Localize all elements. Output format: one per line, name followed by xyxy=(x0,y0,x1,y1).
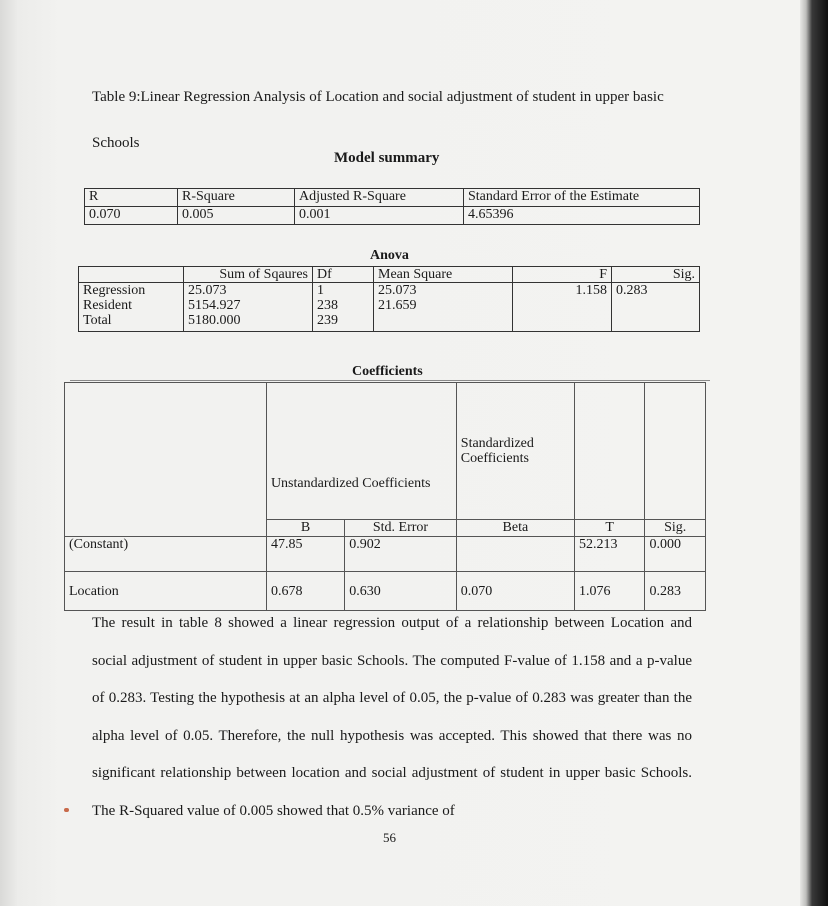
table-cell: 0.630 xyxy=(345,572,457,611)
table-cell: 47.85 xyxy=(266,537,344,572)
table-cell: 0.000 xyxy=(645,537,706,572)
table-cell: 0.283 xyxy=(612,283,700,299)
header-cell: Sig. xyxy=(645,520,706,537)
table-cell xyxy=(612,313,700,332)
table-row xyxy=(85,207,700,225)
header-cell: R-Square xyxy=(178,189,295,207)
table-cell: 0.070 xyxy=(456,572,574,611)
table-cell: 0.678 xyxy=(266,572,344,611)
margin-mark xyxy=(64,808,69,812)
table-cell: 0.070 xyxy=(85,207,178,225)
table-cell: 5154.927 xyxy=(184,298,313,313)
header-cell: Beta xyxy=(456,520,574,537)
table-row xyxy=(79,283,700,299)
table-cell xyxy=(612,298,700,313)
table-cell: 0.001 xyxy=(295,207,464,225)
anova-title: Anova xyxy=(370,248,409,263)
header-cell: Adjusted R-Square xyxy=(295,189,464,207)
header-cell: Df xyxy=(313,267,374,283)
coefficients-title: Coefficients xyxy=(352,364,423,379)
row-label: (Constant) xyxy=(65,537,267,572)
header-cell: Std. Error xyxy=(345,520,457,537)
row-label: Regression xyxy=(83,283,146,298)
standardized-label: Standardized Coefficients xyxy=(456,383,574,520)
table-cell: 21.659 xyxy=(374,298,513,313)
table-cell: 238 xyxy=(313,298,374,313)
book-spine xyxy=(800,0,828,906)
coefficients-table xyxy=(64,382,706,611)
table-cell: 1.076 xyxy=(574,572,644,611)
header-cell: F xyxy=(513,267,612,283)
table-cell xyxy=(65,383,267,537)
row-label: Total xyxy=(83,313,112,328)
model-summary-title: Model summary xyxy=(334,150,440,166)
table-row xyxy=(79,298,700,313)
header-cell: Sig. xyxy=(612,267,700,283)
table-cell: 1 xyxy=(313,283,374,299)
row-label: Resident xyxy=(83,298,132,313)
table-cell: 25.073 xyxy=(184,283,313,299)
table-cell xyxy=(513,313,612,332)
table-cell xyxy=(574,383,644,520)
table-cell xyxy=(645,383,706,520)
table-row xyxy=(85,189,700,207)
row-label: Location xyxy=(65,572,267,611)
model-summary-table xyxy=(84,188,700,225)
page-number: 56 xyxy=(383,830,396,845)
table-cell xyxy=(513,298,612,313)
header-cell: Sum of Sqaures xyxy=(184,267,313,283)
header-cell: Mean Square xyxy=(374,267,513,283)
divider xyxy=(70,380,710,381)
table-row xyxy=(65,383,706,520)
header-cell: B xyxy=(266,520,344,537)
body-paragraph: The result in table 8 showed a linear regression output of a relationship between Location and social adjustment of student in upper basic Schools. The computed F-value of 1.158 and a p-value of 0.283. Testing the hypothesis at an alpha level of 0.05, the p-value of 0.283 was greater than the alpha level of 0.05. Therefore, the null hypothesis was accepted. This showed that there was no significant relationship between location and social adjustment of student in upper basic Schools. The R-Squared value of 0.005 showed that 0.5% variance of xyxy=(92,615,692,819)
header-cell: Standard Error of the Estimate xyxy=(464,189,700,207)
table-cell xyxy=(456,537,574,572)
table-cell: 0.902 xyxy=(345,537,457,572)
table-cell: 4.65396 xyxy=(464,207,700,225)
table-row xyxy=(79,267,700,283)
table-cell: 25.073 xyxy=(374,283,513,299)
header-cell: T xyxy=(574,520,644,537)
table-cell: 0.005 xyxy=(178,207,295,225)
header-cell: R xyxy=(85,189,178,207)
table-cell: 0.283 xyxy=(645,572,706,611)
table-cell xyxy=(374,313,513,332)
table-cell: 52.213 xyxy=(574,537,644,572)
table-row xyxy=(65,537,706,572)
table-cell: 1.158 xyxy=(513,283,612,299)
table-cell: 5180.000 xyxy=(184,313,313,332)
unstandardized-label: Unstandardized Coefficients xyxy=(266,383,456,520)
table-caption: Table 9:Linear Regression Analysis of Location and social adjustment of student in upper basic Schools xyxy=(92,89,664,151)
table-cell: 239 xyxy=(313,313,374,332)
anova-table xyxy=(78,266,700,332)
table-row xyxy=(79,313,700,332)
header-cell xyxy=(79,267,184,283)
